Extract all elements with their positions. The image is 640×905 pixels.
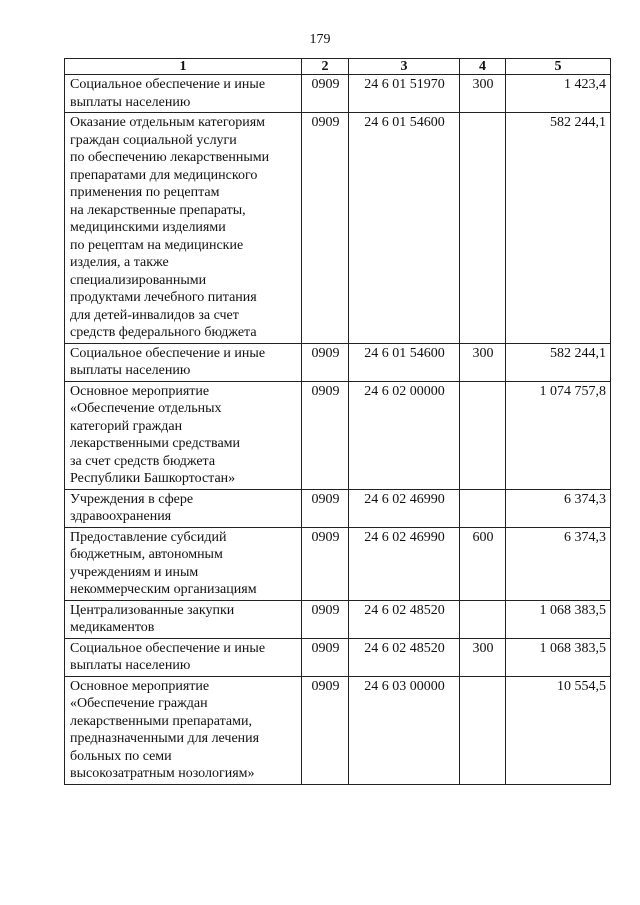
row-expense-type [460,676,506,784]
row-target-code: 24 6 02 48520 [349,600,460,638]
table-row [65,527,611,600]
row-section-code: 0909 [302,113,349,344]
table-row [65,343,611,381]
row-expense-type [460,113,506,344]
row-section-code: 0909 [302,676,349,784]
row-section-code: 0909 [302,489,349,527]
row-expense-type: 300 [460,75,506,113]
row-expense-type [460,600,506,638]
header-col-2: 2 [302,59,349,75]
row-target-code: 24 6 01 51970 [349,75,460,113]
row-amount: 1 423,4 [506,75,611,113]
row-expense-type [460,381,506,489]
row-name: Предоставление субсидий бюджетным, автономным учреждениям и иным некоммерческим организациям [65,527,302,600]
budget-table [64,58,611,785]
table-row [65,600,611,638]
row-name: Социальное обеспечение и иные выплаты населению [65,75,302,113]
header-col-4: 4 [460,59,506,75]
row-target-code: 24 6 02 46990 [349,489,460,527]
row-target-code: 24 6 02 00000 [349,381,460,489]
header-col-5: 5 [506,59,611,75]
row-section-code: 0909 [302,527,349,600]
table-row [65,381,611,489]
row-name: Оказание отдельным категориям граждан социальной услуги по обеспечению лекарственными препаратами для медицинского применения по рецептам на лекарственные препараты, медицинскими изделиями по рецептам на медицинские изделия, а также специализированными продуктами лечебного питания для детей-инвалидов за счет средств федерального бюджета [65,113,302,344]
row-section-code: 0909 [302,343,349,381]
row-name: Учреждения в сфере здравоохранения [65,489,302,527]
row-target-code: 24 6 01 54600 [349,113,460,344]
row-section-code: 0909 [302,381,349,489]
row-section-code: 0909 [302,600,349,638]
row-expense-type [460,489,506,527]
row-target-code: 24 6 02 48520 [349,638,460,676]
row-amount: 6 374,3 [506,527,611,600]
table-row [65,676,611,784]
row-amount: 582 244,1 [506,343,611,381]
row-expense-type: 600 [460,527,506,600]
row-amount: 1 068 383,5 [506,600,611,638]
header-col-3: 3 [349,59,460,75]
row-name: Социальное обеспечение и иные выплаты населению [65,638,302,676]
row-amount: 1 074 757,8 [506,381,611,489]
row-amount: 6 374,3 [506,489,611,527]
row-target-code: 24 6 03 00000 [349,676,460,784]
row-expense-type: 300 [460,638,506,676]
table-row [65,489,611,527]
table-row [65,75,611,113]
row-name: Основное мероприятие «Обеспечение граждан лекарственными препаратами, предназначенными для лечения больных по семи высокозатратным нозологиям» [65,676,302,784]
table-row [65,113,611,344]
row-amount: 1 068 383,5 [506,638,611,676]
row-amount: 582 244,1 [506,113,611,344]
row-name: Основное мероприятие «Обеспечение отдельных категорий граждан лекарственными средствами за счет средств бюджета Республики Башкортостан» [65,381,302,489]
table-row [65,638,611,676]
row-name: Централизованные закупки медикаментов [65,600,302,638]
header-col-1: 1 [65,59,302,75]
row-name: Социальное обеспечение и иные выплаты населению [65,343,302,381]
row-section-code: 0909 [302,638,349,676]
row-target-code: 24 6 02 46990 [349,527,460,600]
row-section-code: 0909 [302,75,349,113]
header-row [65,59,611,75]
row-expense-type: 300 [460,343,506,381]
row-amount: 10 554,5 [506,676,611,784]
row-target-code: 24 6 01 54600 [349,343,460,381]
page-number: 179 [309,32,331,47]
